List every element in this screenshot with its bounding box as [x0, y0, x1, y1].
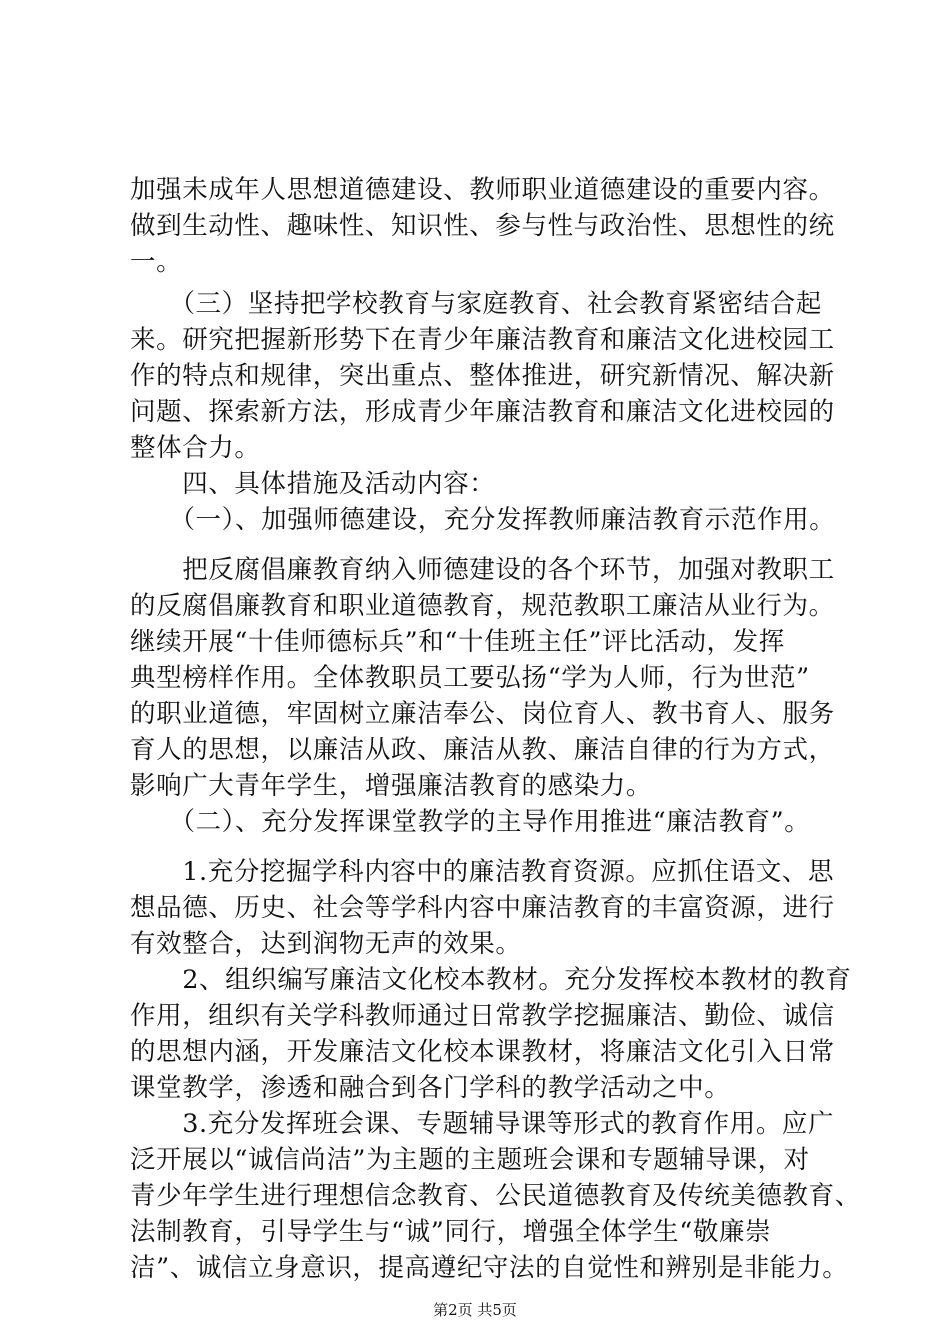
text-line: 有效整合，达到润物无声的效果。: [130, 929, 522, 959]
subsection-heading: （二）、充分发挥课堂教学的主导作用推进“廉洁教育”。: [130, 807, 811, 837]
text-line: 泛开展以“诚信尚洁”为主题的主题班会课和专题辅导课，对: [130, 1145, 810, 1175]
text-line: 做到生动性、趣味性、知识性、参与性与政治性、思想性的统: [130, 211, 835, 241]
text-line: （三）坚持把学校教育与家庭教育、社会教育紧密结合起: [130, 289, 822, 319]
text-line: 课堂教学，渗透和融合到各门学科的教学活动之中。: [130, 1073, 731, 1103]
text-line: 的反腐倡廉教育和职业道德教育，规范教职工廉洁从业行为。: [130, 591, 835, 621]
text-line: 1.充分挖掘学科内容中的廉洁教育资源。应抓住语文、思: [130, 857, 835, 887]
text-line: 影响广大青年学生，增强廉洁教育的感染力。: [130, 771, 653, 801]
text-line: 加强未成年人思想道德建设、教师职业道德建设的重要内容。: [130, 175, 835, 205]
text-line: 的职业道德，牢固树立廉洁奉公、岗位育人、教书育人、服务: [130, 699, 835, 729]
text-line: 作的特点和规律，突出重点、整体推进，研究新情况、解决新: [130, 361, 835, 391]
subsection-heading: （一）、加强师德建设，充分发挥教师廉洁教育示范作用。: [130, 505, 836, 535]
text-line: 的思想内涵，开发廉洁文化校本课教材，将廉洁文化引入日常: [130, 1037, 835, 1067]
text-line: 青少年学生进行理想信念教育、公民道德教育及传统美德教育、: [130, 1181, 861, 1211]
section-heading: 四、具体措施及活动内容：: [130, 469, 496, 499]
text-line: 洁”、诚信立身意识，提高遵纪守法的自觉性和辨别是非能力。: [130, 1253, 849, 1283]
text-line: 3.充分发挥班会课、专题辅导课等形式的教育作用。应广: [130, 1109, 835, 1139]
text-line: 2、组织编写廉洁文化校本教材。充分发挥校本教材的教育: [130, 965, 852, 995]
text-line: 法制教育，引导学生与“诚”同行，增强全体学生“敬廉崇: [130, 1217, 772, 1247]
page-footer: 第2页 共5页: [433, 1301, 517, 1319]
text-line: 把反腐倡廉教育纳入师德建设的各个环节，加强对教职工: [130, 555, 835, 585]
text-line: 典型榜样作用。全体教职员工要弘扬“学为人师，行为世范”: [130, 663, 810, 693]
text-line: 继续开展“十佳师德标兵”和“十佳班主任”评比活动，发挥: [130, 627, 785, 657]
text-line: 整体合力。: [130, 433, 261, 463]
text-line: 育人的思想，以廉洁从政、廉洁从教、廉洁自律的行为方式，: [130, 735, 835, 765]
text-line: 作用，组织有关学科教师通过日常教学挖掘廉洁、勤俭、诚信: [130, 1001, 835, 1031]
text-line: 问题、探索新方法，形成青少年廉洁教育和廉洁文化进校园的: [130, 397, 835, 427]
text-line: 想品德、历史、社会等学科内容中廉洁教育的丰富资源，进行: [130, 893, 835, 923]
text-line: 来。研究把握新形势下在青少年廉洁教育和廉洁文化进校园工: [130, 325, 835, 355]
text-line: 一。: [130, 247, 183, 277]
